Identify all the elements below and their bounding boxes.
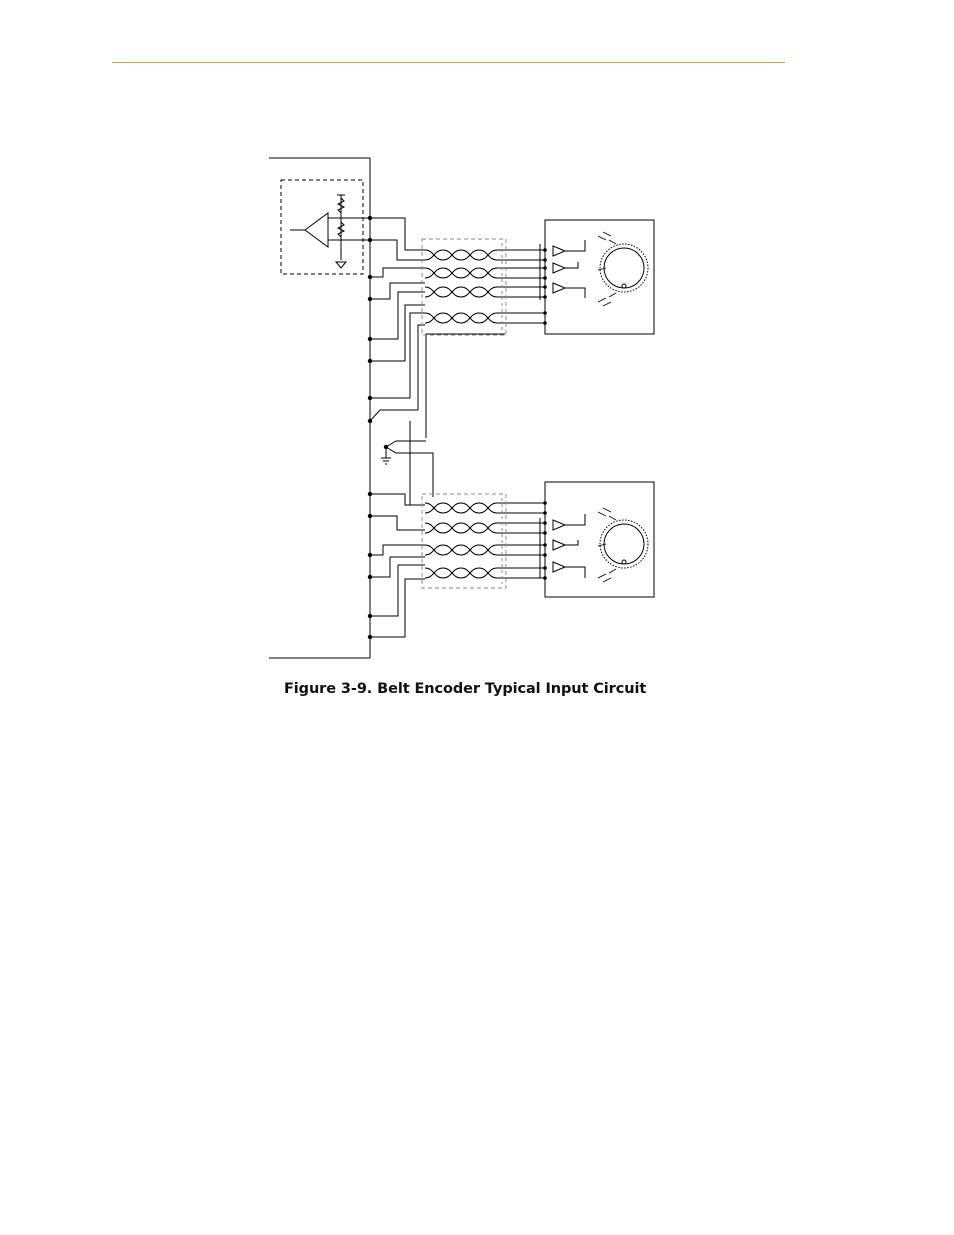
encoder-1 (540, 220, 654, 334)
controller-board (269, 158, 370, 658)
figure-caption: Figure 3-9. Belt Encoder Typical Input Circuit (284, 681, 647, 697)
differential-receiver (281, 180, 370, 274)
encoder-1-disk-icon (600, 244, 648, 292)
encoder-1-drivers (540, 240, 585, 300)
terminal-dots (368, 216, 388, 639)
upper-twisted-pairs (422, 239, 545, 335)
ground-icon (381, 441, 433, 497)
lower-twisted-pairs (422, 494, 545, 588)
encoder-2 (540, 482, 654, 597)
encoder-2-photodetector-icons (598, 508, 616, 582)
encoder-1-photodetector-icons (598, 232, 616, 306)
encoder-2-disk-icon (600, 520, 648, 568)
upper-cable-wires (370, 218, 505, 438)
